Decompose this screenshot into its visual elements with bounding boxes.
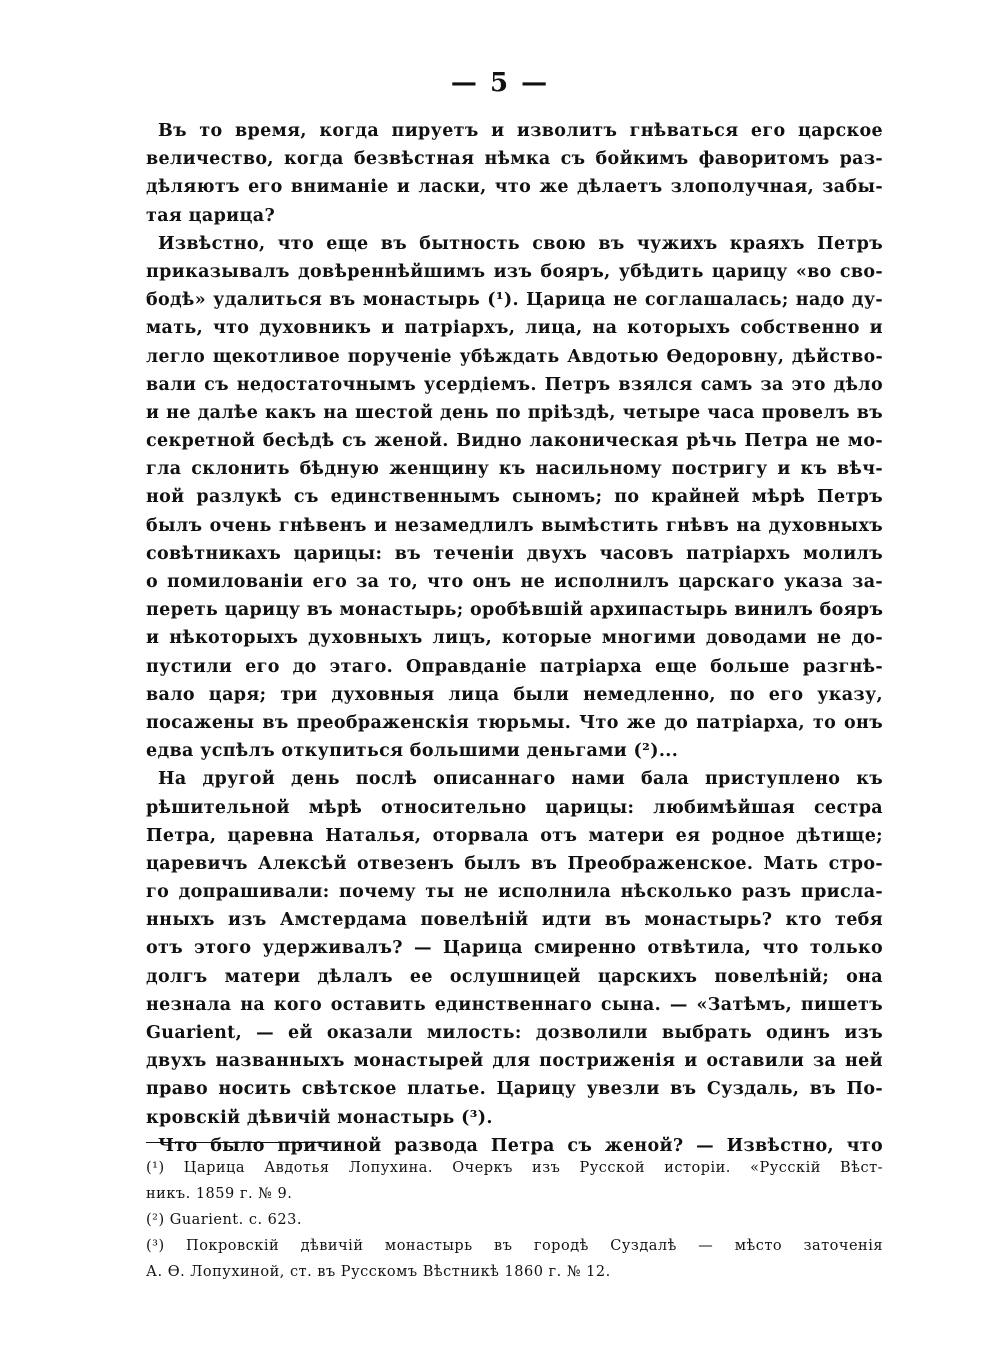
text-line: былъ очень гнѣвенъ и незамедлилъ вымѣстить гнѣвъ на духовныхъ — [146, 515, 883, 536]
text-line: го допрашивали: почему ты не исполнила нѣсколько разъ присла- — [146, 882, 883, 903]
text-line: нныхъ изъ Амстердама повелѣній идти въ монастырь? кто тебя — [146, 910, 883, 931]
text-line: двухъ названныхъ монастырей для постриженія и оставили за ней — [146, 1051, 883, 1072]
text-line: долгъ матери дѣлалъ ее ослушницей царскихъ повелѣній; она — [146, 966, 883, 987]
footnote-line: (¹) Царица Авдотья Лопухина. Очеркъ изъ Русской исторіи. «Русскій Вѣст- — [146, 1160, 883, 1176]
text-line: Guarient, — ей оказали милость: дозволили выбрать одинъ изъ — [146, 1023, 883, 1043]
text-line: бодѣ» удалиться въ монастырь (¹). Царица не соглашалась; надо ду- — [146, 290, 883, 311]
text-line: Что было причиной развода Петра съ женой? — Извѣстно, что — [158, 1135, 883, 1156]
text-line: переть царицу въ монастырь; оробѣвшій архипастырь винилъ бояръ — [146, 600, 883, 621]
text-line: и не далѣе какъ на шестой день по пріѣздѣ, четыре часа провелъ въ — [146, 402, 883, 423]
footnotes — [146, 1155, 883, 1285]
text-line: посажены въ преображенскія тюрьмы. Что же до патріарха, то онъ — [146, 712, 883, 733]
text-line: величество, когда безвѣстная нѣмка съ бойкимъ фаворитомъ раз- — [146, 149, 883, 170]
text-line: тая царица? — [146, 205, 276, 226]
text-line: гла склонить бѣдную женщину къ насильному постригу и къ вѣч- — [146, 459, 883, 480]
text-line: секретной бесѣдѣ съ женой. Видно лаконическая рѣчь Петра не мо- — [146, 431, 883, 452]
footnote-line: А. Ѳ. Лопухиной, ст. въ Русскомъ Вѣстникѣ 1860 г. № 12. — [146, 1264, 611, 1280]
text-line: приказывалъ довѣреннѣйшимъ изъ бояръ, убѣдить царицу «во сво- — [146, 261, 883, 282]
text-line: вали съ недостаточнымъ усердіемъ. Петръ взялся самъ за это дѣло — [146, 374, 883, 395]
text-line: Извѣстно, что еще въ бытность свою въ чужихъ краяхъ Петръ — [158, 233, 883, 254]
text-line: На другой день послѣ описаннаго нами бала приступлено къ — [158, 769, 883, 790]
text-line: незнала на кого оставить единственнаго сына. — «Затѣмъ, пишетъ — [146, 994, 883, 1015]
text-line: вало царя; три духовныя лица были немедленно, по его указу, — [146, 684, 883, 705]
text-line: Въ то время, когда пируетъ и изволитъ гнѣваться его царское — [158, 121, 883, 141]
footnote-line: (²) Guarient. с. 623. — [146, 1212, 302, 1228]
text-line: легло щекотливое порученіе убѣждать Авдотью Ѳедоровну, дѣйство- — [146, 346, 883, 367]
text-line: ной разлукѣ съ единственнымъ сыномъ; по крайней мѣрѣ Петръ — [146, 487, 883, 508]
text-line: рѣшительной мѣрѣ относительно царицы: любимѣйшая сестра — [146, 797, 883, 818]
footnote-line: (³) Покровскій дѣвичій монастырь въ городѣ Суздалѣ — мѣсто заточенія — [146, 1238, 883, 1254]
text-line: право носить свѣтское платье. Царицу увезли въ Суздаль, въ По- — [146, 1079, 883, 1100]
text-line: отъ этого удерживалъ? — Царица смиренно отвѣтила, что только — [146, 938, 883, 959]
text-line: о помилованіи его за то, что онъ не исполнилъ царскаго указа за- — [146, 572, 883, 592]
text-line: мать, что духовникъ и патріархъ, лица, на которыхъ собственно и — [146, 318, 883, 339]
footnote-line: никъ. 1859 г. № 9. — [146, 1186, 293, 1202]
text-line: дѣляютъ его вниманіе и ласки, что же дѣлаетъ злополучная, забы- — [146, 177, 883, 198]
page-number: — 5 — — [450, 68, 550, 98]
text-line: совѣтникахъ царицы: въ теченіи двухъ часовъ патріархъ молилъ — [146, 543, 883, 564]
text-line: едва успѣлъ откупиться большими деньгами (²)... — [146, 741, 679, 762]
text-line: и нѣкоторыхъ духовныхъ лицъ, которые многими доводами не до- — [146, 628, 883, 649]
text-line: Петра, царевна Наталья, оторвала отъ матери ея родное дѣтище; — [146, 825, 883, 846]
body-text — [146, 117, 883, 1160]
footnote-divider — [146, 1142, 331, 1143]
text-line: кровскій дѣвичій монастырь (³). — [146, 1107, 493, 1128]
text-line: царевичъ Алексѣй отвезенъ былъ въ Преображенское. Мать стро- — [146, 853, 883, 874]
text-line: пустили его до этаго. Оправданіе патріарха еще больше разгнѣ- — [146, 656, 883, 677]
